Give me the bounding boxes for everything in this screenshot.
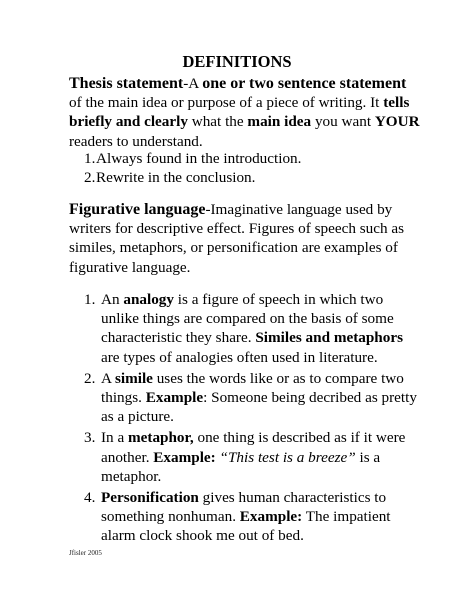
thesis-bold-4: YOUR bbox=[374, 113, 420, 131]
thesis-bold-2: tells briefly and clearly bbox=[69, 94, 410, 131]
list-item bbox=[69, 488, 421, 546]
thesis-paragraph bbox=[69, 74, 421, 151]
thesis-dash: -A bbox=[183, 75, 203, 92]
list-text: Always found in the introduction. bbox=[96, 150, 302, 167]
figurative-definition bbox=[69, 200, 421, 277]
item-term: metaphor, bbox=[128, 429, 194, 447]
figurative-term: Figurative language bbox=[69, 201, 206, 218]
list-item bbox=[69, 169, 421, 188]
list-number: 2. bbox=[84, 369, 96, 387]
item-text: A bbox=[101, 369, 115, 387]
thesis-list bbox=[69, 150, 421, 187]
thesis-plain-2: what the bbox=[187, 113, 248, 131]
item-text: The impatient alarm clock shook me out of bed. bbox=[101, 508, 391, 545]
list-item bbox=[69, 290, 421, 367]
item-bold: Example: bbox=[153, 448, 216, 466]
figurative-text: -Imaginative language used by writers for descriptive effect. Figures of speech such as similes, metaphors, or personification are examples of figurative language. bbox=[69, 201, 404, 276]
figures-of-speech-list bbox=[69, 290, 421, 548]
thesis-definition bbox=[69, 74, 421, 151]
list-item bbox=[69, 369, 421, 427]
thesis-plain-4: readers to understand. bbox=[69, 132, 203, 150]
list-text: Rewrite in the conclusion. bbox=[96, 168, 256, 186]
list-number: 1. bbox=[84, 150, 96, 167]
item-text: are types of analogies often used in literature. bbox=[101, 348, 378, 366]
item-term: Personification bbox=[101, 489, 199, 507]
page-title: DEFINITIONS bbox=[182, 52, 292, 71]
list-number: 2. bbox=[84, 168, 96, 186]
item-text: In a bbox=[101, 429, 128, 447]
list-item bbox=[69, 428, 421, 486]
list-number: 1. bbox=[84, 291, 96, 308]
item-text: : Someone being decribed as pretty as a picture. bbox=[101, 389, 417, 426]
thesis-plain-1: of the main idea or purpose of a piece of writing. It bbox=[69, 94, 384, 112]
item-text: An bbox=[101, 291, 124, 308]
item-bold: Example: bbox=[239, 508, 303, 526]
item-text: one thing is described as if it were another. bbox=[101, 429, 406, 466]
thesis-bold-3: main idea bbox=[247, 113, 312, 131]
item-bold: Similes and metaphors bbox=[255, 329, 403, 347]
item-text: is a metaphor. bbox=[101, 448, 381, 485]
item-quote: “This test is a breeze” bbox=[219, 448, 356, 466]
list-item bbox=[69, 150, 421, 169]
item-term: simile bbox=[114, 369, 153, 387]
list-number: 3. bbox=[84, 429, 96, 447]
footer-credit: Jfisler 2005 bbox=[69, 549, 102, 557]
item-bold: Example bbox=[145, 389, 204, 407]
item-text: is a figure of speech in which two unlike things are compared on the basis of some characteristic they share. bbox=[101, 291, 394, 347]
list-number: 4. bbox=[84, 489, 96, 507]
thesis-plain-3: you want bbox=[311, 113, 375, 131]
item-term: analogy bbox=[123, 291, 174, 308]
item-text: uses the words like or as to compare two things. bbox=[101, 369, 404, 407]
thesis-bold-1: one or two sentence statement bbox=[202, 75, 407, 92]
item-text: gives human characteristics to something nonhuman. bbox=[101, 489, 387, 526]
figurative-paragraph bbox=[69, 200, 421, 277]
thesis-term: Thesis statement bbox=[69, 75, 184, 92]
